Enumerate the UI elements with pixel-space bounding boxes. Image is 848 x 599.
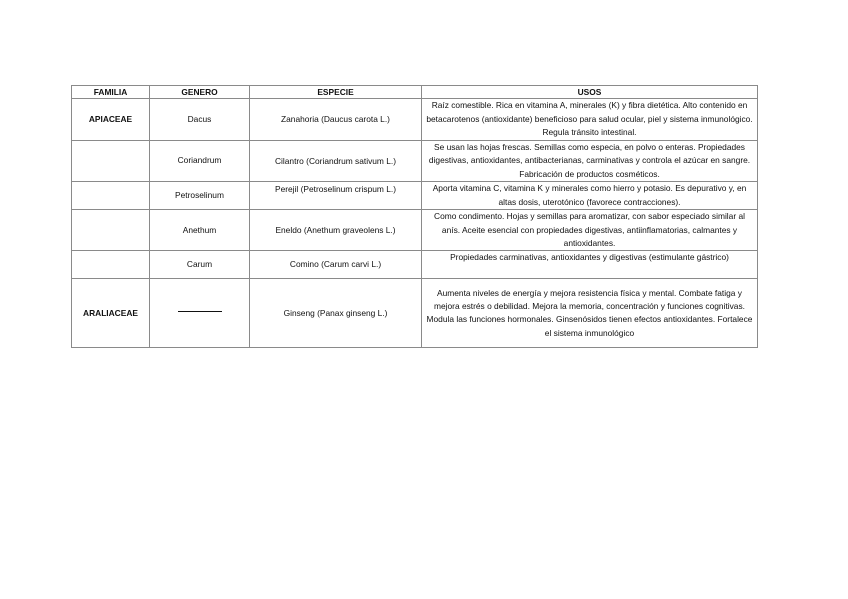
cell-especie: Eneldo (Anethum graveolens L.) — [250, 210, 422, 251]
cell-genero: Coriandrum — [150, 141, 250, 182]
header-familia: FAMILIA — [72, 86, 150, 99]
cell-familia: ARALIACEAE — [72, 279, 150, 348]
cell-especie: Perejil (Petroselinum crispum L.) — [250, 182, 422, 210]
cell-familia — [72, 182, 150, 210]
header-especie: ESPECIE — [250, 86, 422, 99]
cell-especie: Comino (Carum carvi L.) — [250, 251, 422, 279]
table-row — [72, 141, 758, 182]
empty-value-line — [178, 311, 222, 312]
table-row — [72, 99, 758, 141]
cell-usos: Raíz comestible. Rica en vitamina A, minerales (K) y fibra dietética. Alto contenido en betacarotenos (antioxidante) beneficioso para salud ocular, piel y sistema inmunológico. Regula tránsito intestinal. — [422, 99, 758, 141]
plant-classification-table — [71, 85, 758, 348]
cell-usos: Se usan las hojas frescas. Semillas como especia, en polvo o enteras. Propiedades digestivas, antioxidantes, antibacterianas, carminativas y controla el azúcar en sangre. Fabricación de productos cosméticos. — [422, 141, 758, 182]
cell-usos: Aporta vitamina C, vitamina K y minerales como hierro y potasio. Es depurativo y, en altas dosis, uterotónico (favorece contracciones). — [422, 182, 758, 210]
header-usos: USOS — [422, 86, 758, 99]
cell-genero: Carum — [150, 251, 250, 279]
table-row — [72, 182, 758, 210]
cell-especie: Zanahoria (Daucus carota L.) — [250, 99, 422, 141]
cell-genero: Dacus — [150, 99, 250, 141]
cell-usos: Propiedades carminativas, antioxidantes y digestivas (estimulante gástrico) — [422, 251, 758, 279]
cell-familia — [72, 141, 150, 182]
cell-genero-empty — [150, 279, 250, 348]
cell-usos: Como condimento. Hojas y semillas para aromatizar, con sabor especiado similar al anís. Aceite esencial con propiedades digestivas, antiinflamatorias, calmantes y antioxidantes. — [422, 210, 758, 251]
cell-genero: Anethum — [150, 210, 250, 251]
cell-familia — [72, 251, 150, 279]
table-row — [72, 210, 758, 251]
cell-familia — [72, 210, 150, 251]
table-row — [72, 279, 758, 348]
table-header-row — [72, 86, 758, 99]
document-page — [71, 85, 757, 348]
cell-especie: Cilantro (Coriandrum sativum L.) — [250, 141, 422, 182]
cell-usos: Aumenta niveles de energía y mejora resistencia física y mental. Combate fatiga y mejora estrés o debilidad. Mejora la memoria, concentración y funciones cognitivas. Modula las funciones hormonales. Ginsenósidos tienen efectos antioxidantes. Fortalece el sistema inmunológico — [422, 279, 758, 348]
cell-familia: APIACEAE — [72, 99, 150, 141]
table-row — [72, 251, 758, 279]
header-genero: GENERO — [150, 86, 250, 99]
cell-genero: Petroselinum — [150, 182, 250, 210]
cell-especie: Ginseng (Panax ginseng L.) — [250, 279, 422, 348]
